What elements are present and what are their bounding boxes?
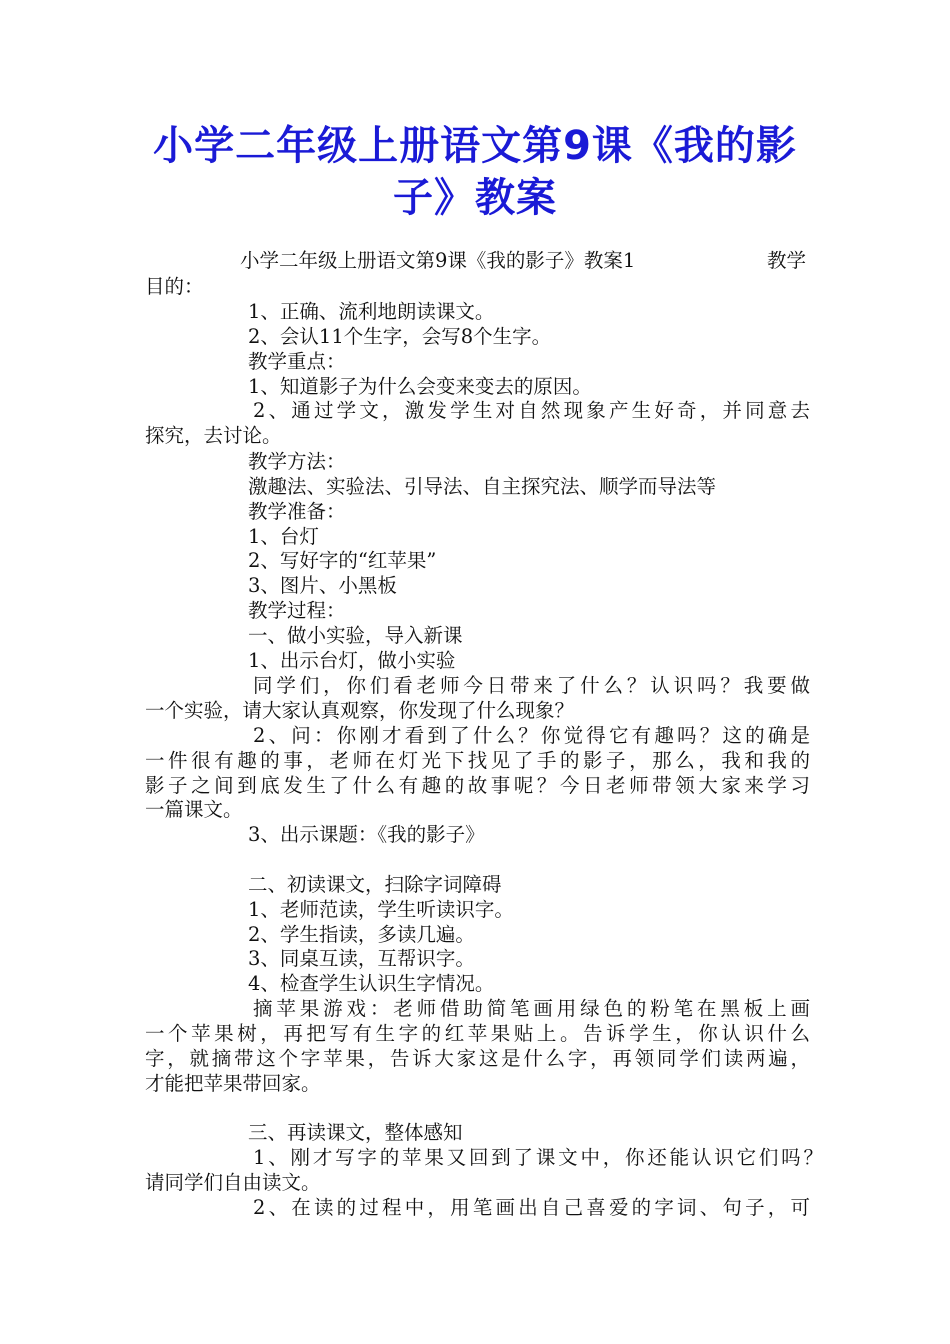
paragraph-line: 字，就摘带这个字苹果，告诉大家这是什么字，再领同学们读两遍， <box>145 1047 810 1070</box>
paragraph-line: 探究，去讨论。 <box>145 424 282 447</box>
title-line-1: 小学二年级上册语文第9课《我的影 <box>153 123 797 169</box>
paragraph-line: 一个实验，请大家认真观察，你发现了什么现象？ <box>145 699 575 722</box>
paragraph-line: 2、通过学文，激发学生对自然现象产生好奇，并同意去 <box>253 399 810 422</box>
paragraph-line: 一个苹果树，再把写有生字的红苹果贴上。告诉学生，你认识什么 <box>145 1022 810 1045</box>
section-heading: 教学重点： <box>248 350 346 373</box>
paragraph-line: 2、问：你刚才看到了什么？你觉得它有趣吗？这的确是 <box>253 724 810 747</box>
paragraph-line: 目的： <box>145 275 204 298</box>
section-heading: 教学方法： <box>248 450 346 473</box>
paragraph-line: 1、台灯 <box>248 525 319 548</box>
paragraph-line: 才能把苹果带回家。 <box>145 1072 321 1095</box>
paragraph-line: 1、老师范读，学生听读识字。 <box>248 898 514 921</box>
section-heading: 二、初读课文，扫除字词障碍 <box>248 873 502 896</box>
paragraph-line: 1、知道影子为什么会变来变去的原因。 <box>248 375 592 398</box>
paragraph-line: 1、正确、流利地朗读课文。 <box>248 300 495 323</box>
paragraph-line: 激趣法、实验法、引导法、自主探究法、顺学而导法等 <box>248 475 717 498</box>
paragraph-line: 请同学们自由读文。 <box>145 1171 321 1194</box>
paragraph-line: 2、在读的过程中，用笔画出自己喜爱的字词、句子，可 <box>253 1196 810 1219</box>
document-title <box>120 120 830 224</box>
section-heading: 三、再读课文，整体感知 <box>248 1121 463 1144</box>
paragraph-line: 3、出示课题：《我的影子》 <box>248 823 485 846</box>
paragraph-line: 2、学生指读，多读几遍。 <box>248 923 475 946</box>
paragraph-line: 影子之间到底发生了什么有趣的故事呢？今日老师带领大家来学习 <box>145 774 810 797</box>
paragraph-line: 一篇课文。 <box>145 798 243 821</box>
paragraph-line: 3、同桌互读，互帮识字。 <box>248 947 475 970</box>
section-heading: 教学过程： <box>248 599 346 622</box>
paragraph-line: 4、检查学生认识生字情况。 <box>248 972 495 995</box>
paragraph-line: 同学们，你们看老师今日带来了什么？认识吗？我要做 <box>253 674 810 697</box>
intro-heading: 小学二年级上册语文第9课《我的影子》教案1 <box>240 249 636 272</box>
paragraph-line: 一件很有趣的事，老师在灯光下找见了手的影子，那么，我和我的 <box>145 749 810 772</box>
paragraph-line: 摘苹果游戏：老师借助简笔画用绿色的粉笔在黑板上画 <box>253 997 810 1020</box>
title-line-2: 子》教案 <box>393 175 557 221</box>
paragraph-line: 一、做小实验，导入新课 <box>248 624 463 647</box>
section-heading: 教学准备： <box>248 500 346 523</box>
paragraph-line: 1、刚才写字的苹果又回到了课文中，你还能认识它们吗？ <box>253 1146 823 1169</box>
intro-tail: 教学 <box>766 249 806 272</box>
paragraph-line: 1、出示台灯，做小实验 <box>248 649 456 672</box>
paragraph-line: 2、写好字的“红苹果” <box>248 549 437 572</box>
paragraph-line: 2、会认11个生字，会写8个生字。 <box>248 325 552 348</box>
paragraph-line: 3、图片、小黑板 <box>248 574 397 597</box>
